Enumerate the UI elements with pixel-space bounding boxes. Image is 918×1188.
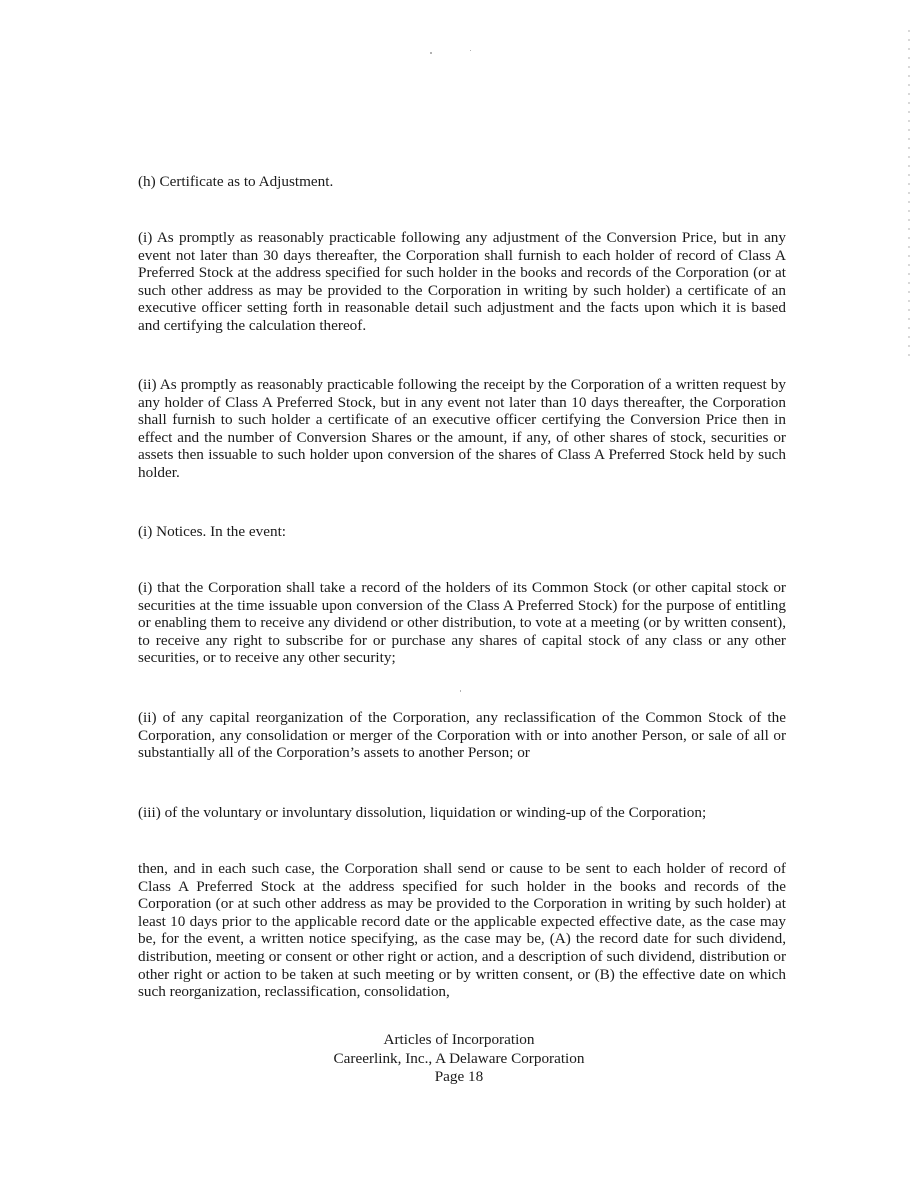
- section-i-heading: (i) Notices. In the event:: [138, 523, 287, 540]
- section-i-paragraph-ii: (ii) of any capital reorganization of the Corporation, any reclassification of the Common Stock of the Corporation, any consolidation or merger of the Corporation with or into another Person, or sale of all or substantially all of the Corporation’s assets to another Person; or: [138, 709, 786, 762]
- scan-speck: [430, 52, 432, 54]
- section-h-heading: (h) Certificate as to Adjustment.: [138, 173, 334, 190]
- scan-speck: [470, 50, 471, 51]
- section-i-then-paragraph: then, and in each such case, the Corporation shall send or cause to be sent to each holder of record of Class A Preferred Stock at the address specified for such holder in the books and records of the Corporation (or at such other address as may be provided to the Corporation in writing by such holder) at least 10 days prior to the applicable record date or the applicable expected effective date, as the case may be, for the event, a written notice specifying, as the case may be, (A) the record date for such dividend, distribution, meeting or consent or other right or action, and a description of such dividend, distribution or other right or action to be taken at such meeting or by written consent, or (B) the effective date on which such reorganization, reclassification, consolidation,: [138, 860, 786, 1001]
- footer-document-title: Articles of Incorporation: [383, 1031, 535, 1048]
- section-i-paragraph-i: (i) that the Corporation shall take a record of the holders of its Common Stock (or other capital stock or securities at the time issuable upon conversion of the Class A Preferred Stock) for the purpose of entitling or enabling them to receive any dividend or other distribution, to vote at a meeting (or by written consent), to receive any right to subscribe for or purchase any shares of capital stock of any class or any other securities, or to receive any other security;: [138, 579, 786, 667]
- page-footer: [259, 1031, 659, 1087]
- section-h-paragraph-ii: (ii) As promptly as reasonably practicable following the receipt by the Corporation of a written request by any holder of Class A Preferred Stock, but in any event not later than 10 days thereafter, the Corporation shall furnish to such holder a certificate of an executive officer certifying the Conversion Price then in effect and the number of Conversion Shares or the amount, if any, of other shares of stock, securities or assets then issuable to such holder upon conversion of the shares of Class A Preferred Stock held by such holder.: [138, 376, 786, 481]
- section-h-paragraph-i: (i) As promptly as reasonably practicable following any adjustment of the Conversion Price, but in any event not later than 30 days thereafter, the Corporation shall furnish to each holder of record of Class A Preferred Stock at the address specified for such holder in the books and records of the Corporation (or at such other address as may be provided to the Corporation in writing by such holder) a certificate of an executive officer setting forth in reasonable detail such adjustment and the facts upon which it is based and certifying the calculation thereof.: [138, 229, 786, 334]
- footer-company-name: Careerlink, Inc., A Delaware Corporation: [333, 1049, 585, 1067]
- scan-speck: [460, 690, 461, 692]
- footer-page-number: Page 18: [434, 1068, 484, 1085]
- scan-edge-marks: [908, 30, 910, 360]
- section-i-paragraph-iii: (iii) of the voluntary or involuntary dissolution, liquidation or winding-up of the Corporation;: [138, 804, 707, 821]
